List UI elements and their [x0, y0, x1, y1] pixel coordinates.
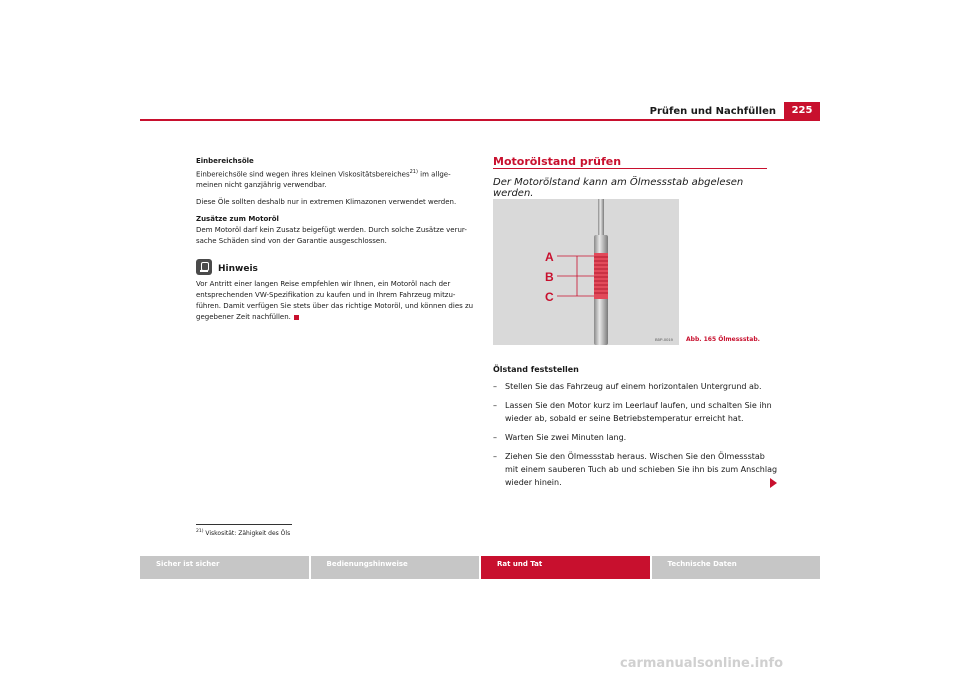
footer-nav [140, 556, 820, 579]
figure-caption: Abb. 165 Ölmessstab. [686, 336, 760, 343]
section-rule [493, 168, 767, 169]
section-title: Motorölstand prüfen [493, 155, 622, 168]
text: Vor Antritt einer langen Reise empfehlen wir Ihnen, ein Motoröl nach der entsprechenden VW-Spezifikation zu kaufen und in Ihrem Fahrzeug mitzu-führen. Damit verfügen Sie stets über das richtige Motoröl, und können dies zu gegebener Zeit nachfüllen. [196, 280, 474, 322]
figure-code: B5P-0019 [655, 337, 673, 342]
list-item [493, 431, 778, 444]
footnote-ref[interactable]: 21) [409, 169, 418, 175]
list-bullet: – [493, 382, 497, 391]
step-text: Ziehen Sie den Ölmessstab heraus. Wischen Sie den Ölmessstab mit einem sauberen Tuch ab und schieben Sie ihn bis zum Anschlag wieder hinein. [505, 452, 778, 487]
list-bullet: – [493, 401, 497, 410]
text: im allge-meinen nicht ganzjährig verwendbar. [196, 170, 451, 190]
paragraph: Diese Öle sollten deshalb nur in extremen Klimazonen verwendet werden. [196, 198, 457, 207]
footnote [196, 529, 290, 537]
figure-label-c: C [545, 290, 554, 304]
section-intro: Der Motorölstand kann am Ölmessstab abgelesen werden. [493, 177, 744, 199]
figure-label-a: A [545, 250, 554, 264]
subheading-zusaetze: Zusätze zum Motoröl [196, 215, 279, 224]
text: Einbereichsöle sind wegen ihres kleinen Viskositätsbereiches [196, 170, 410, 179]
running-header-title: Prüfen und Nachfüllen [649, 106, 776, 117]
figure-label-b: B [545, 270, 554, 284]
step-text: Stellen Sie das Fahrzeug auf einem horizontalen Untergrund ab. [505, 382, 762, 391]
note-title: Hinweis [218, 264, 258, 275]
list-item [493, 450, 778, 489]
note-header [196, 259, 476, 275]
continue-arrow-icon [770, 478, 777, 488]
list-item [493, 399, 778, 425]
list-bullet: – [493, 452, 497, 461]
tab-rat-und-tat[interactable]: Rat und Tat [481, 556, 650, 579]
list-item [493, 380, 778, 393]
paragraph [196, 167, 476, 191]
footnote-number: 21) [196, 529, 204, 534]
subheading-einbereichsoele: Einbereichsöle [196, 157, 254, 165]
right-column [493, 363, 778, 495]
dipstick-marking-zone [594, 253, 608, 299]
footnote-rule [196, 524, 292, 525]
paragraph: Dem Motoröl darf kein Zusatz beigefügt werden. Durch solche Zusätze verur-sache Schäden sind von der Garantie ausgeschlossen. [196, 226, 467, 246]
note-icon [196, 259, 212, 275]
left-column [196, 156, 476, 329]
tab-bedienungshinweise[interactable]: Bedienungshinweise [311, 556, 480, 579]
tab-sicher-ist-sicher[interactable]: Sicher ist sicher [140, 556, 309, 579]
section-end-icon [294, 315, 299, 320]
page-number: 225 [784, 102, 820, 119]
step-text: Lassen Sie den Motor kurz im Leerlauf laufen, und schalten Sie ihn wieder ab, sobald er seine Betriebstemperatur erreicht hat. [505, 401, 772, 423]
dipstick-illustration [493, 199, 679, 345]
dipstick-figure [493, 199, 679, 345]
note-text [196, 279, 476, 323]
list-bullet: – [493, 433, 497, 442]
header-rule [140, 119, 820, 121]
tab-technische-daten[interactable]: Technische Daten [652, 556, 821, 579]
footnote-text: Viskosität: Zähigkeit des Öls [205, 530, 291, 537]
watermark: carmanualsonline.info [620, 656, 784, 671]
subheading-oelstand: Ölstand feststellen [493, 365, 579, 374]
step-text: Warten Sie zwei Minuten lang. [505, 433, 627, 442]
